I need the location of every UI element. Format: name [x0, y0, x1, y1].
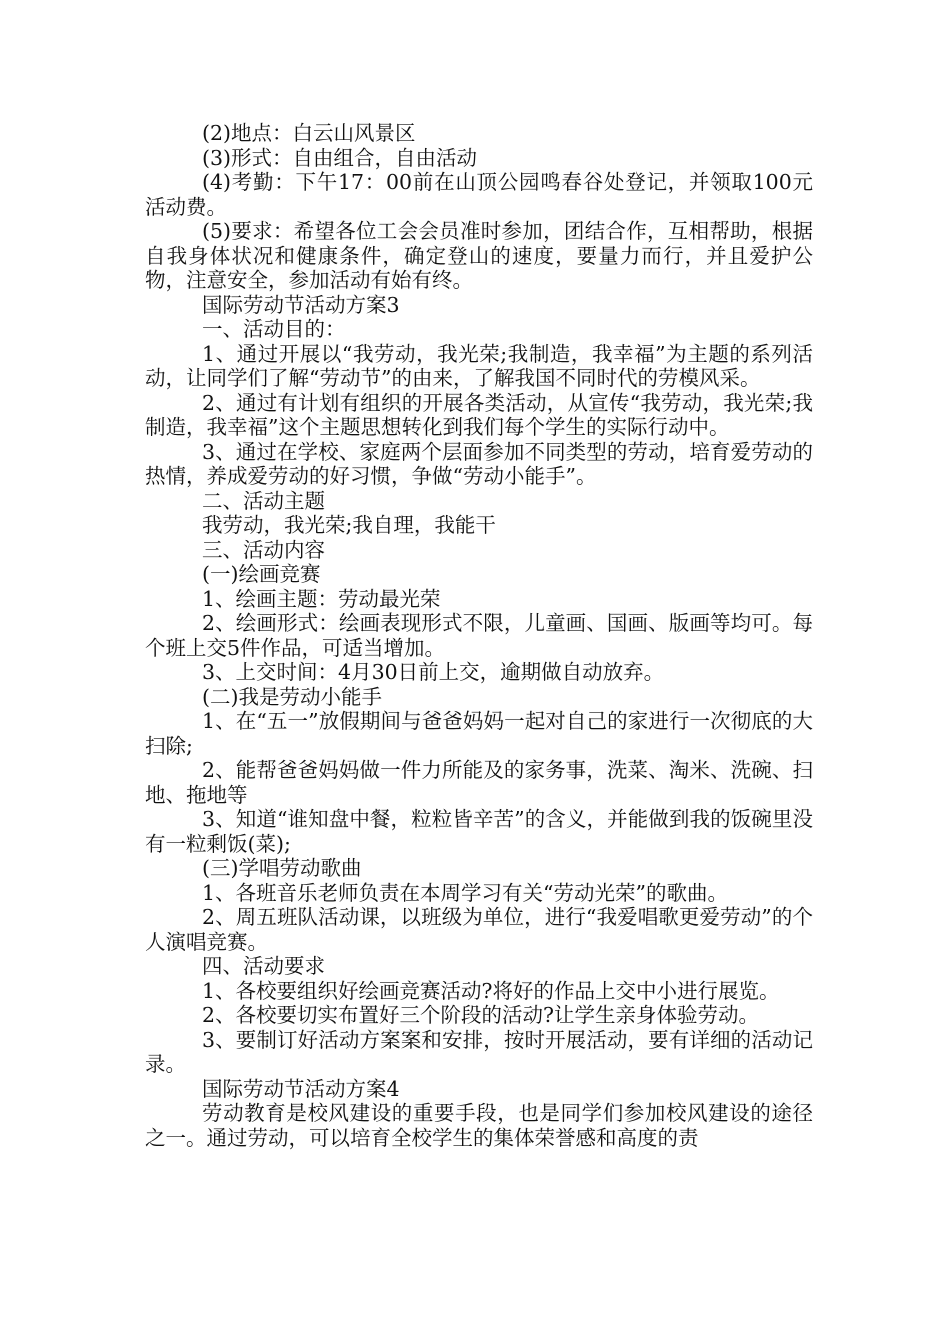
- paragraph: 四、活动要求: [202, 954, 325, 978]
- paragraph: 2、能帮爸爸妈妈做一件力所能及的家务事，洗菜、淘米、洗碗、扫地、拖地等: [145, 758, 813, 807]
- paragraph: 1、通过开展以“我劳动，我光荣;我制造，我幸福”为主题的系列活动，让同学们了解“劳动节”的由来，了解我国不同时代的劳模风采。: [145, 341, 813, 390]
- paragraph: 我劳动，我光荣;我自理，我能干: [202, 513, 496, 537]
- section-heading: 国际劳动节活动方案4: [202, 1076, 400, 1101]
- paragraph: 1、绘画主题：劳动最光荣: [202, 586, 441, 611]
- paragraph: 2、周五班队活动课，以班级为单位，进行“我爱唱歌更爱劳动”的个人演唱竞赛。: [145, 905, 813, 954]
- section-heading: 国际劳动节活动方案3: [202, 292, 400, 317]
- paragraph: 劳动教育是校风建设的重要手段，也是同学们参加校风建设的途径之一。通过劳动，可以培育全校学生的集体荣誉感和高度的责: [145, 1101, 813, 1150]
- paragraph: 2、各校要切实布置好三个阶段的活动?让学生亲身体验劳动。: [202, 1003, 760, 1027]
- paragraph: 3、知道“谁知盘中餐，粒粒皆辛苦”的含义，并能做到我的饭碗里没有一粒剩饭(菜);: [145, 807, 813, 856]
- paragraph: 1、在“五一”放假期间与爸爸妈妈一起对自己的家进行一次彻底的大扫除;: [145, 709, 813, 758]
- paragraph: (2)地点：白云山风景区: [202, 121, 416, 145]
- paragraph: 3、上交时间：4月30日前上交，逾期做自动放弃。: [202, 660, 665, 684]
- paragraph: (二)我是劳动小能手: [202, 684, 382, 709]
- paragraph: 2、绘画形式：绘画表现形式不限，儿童画、国画、版画等均可。每个班上交5件作品，可适当增加。: [145, 611, 813, 660]
- paragraph: 3、要制订好活动方案案和安排，按时开展活动，要有详细的活动记录。: [145, 1027, 813, 1076]
- paragraph: 三、活动内容: [202, 537, 325, 562]
- paragraph: (三)学唱劳动歌曲: [202, 856, 362, 880]
- paragraph: (5)要求：希望各位工会会员准时参加，团结合作，互相帮助，根据自我身体状况和健康条件，确定登山的速度，要量力而行，并且爱护公物，注意安全，参加活动有始有终。: [145, 219, 813, 292]
- paragraph: 1、各校要组织好绘画竞赛活动?将好的作品上交中小进行展览。: [202, 978, 780, 1003]
- paragraph: 3、通过在学校、家庭两个层面参加不同类型的劳动，培育爱劳动的热情，养成爱劳动的好习惯，争做“劳动小能手”。: [145, 439, 813, 488]
- paragraph: (3)形式：自由组合，自由活动: [202, 145, 478, 170]
- document-body: [145, 121, 813, 1150]
- paragraph: 二、活动主题: [202, 488, 325, 513]
- paragraph: 1、各班音乐老师负责在本周学习有关“劳动光荣”的歌曲。: [202, 880, 729, 905]
- paragraph: (4)考勤：下午17：00前在山顶公园鸣春谷处登记，并领取100元活动费。: [145, 170, 813, 219]
- paragraph: 2、通过有计划有组织的开展各类活动，从宣传“我劳动，我光荣;我制造，我幸福”这个主题思想转化到我们每个学生的实际行动中。: [145, 390, 813, 439]
- paragraph: (一)绘画竞赛: [202, 562, 321, 586]
- paragraph: 一、活动目的：: [202, 317, 346, 341]
